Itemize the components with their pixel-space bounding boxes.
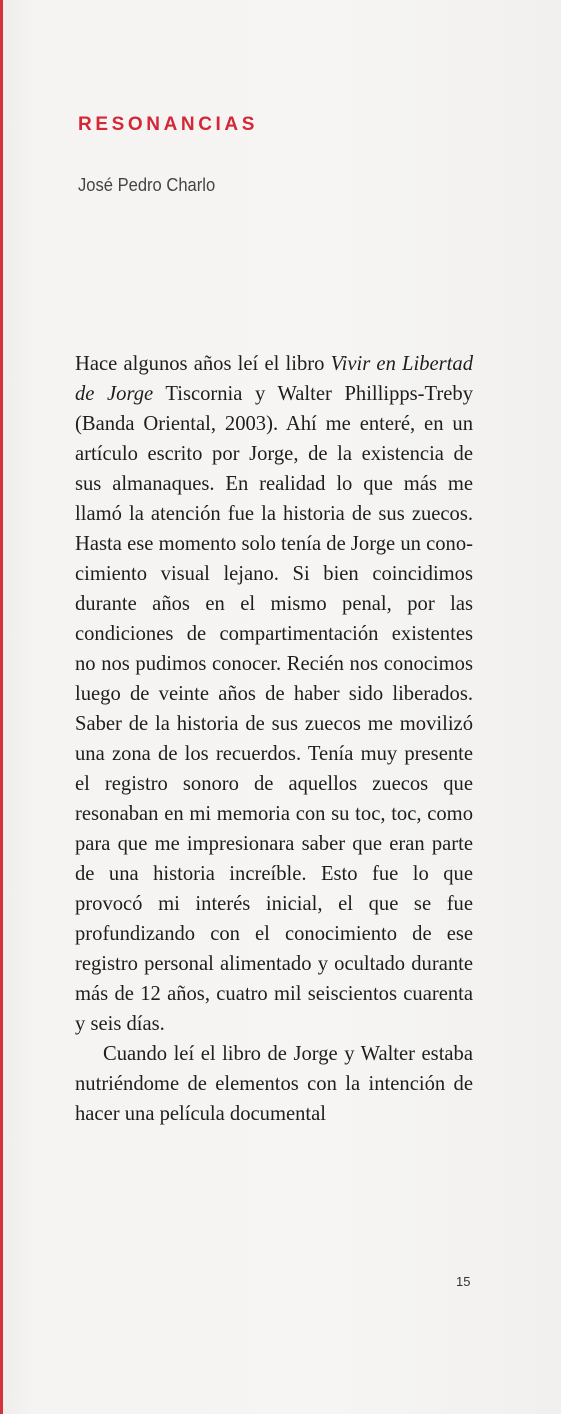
paragraph-1: [75, 349, 473, 1039]
paragraph-2: Cuando leí el libro de Jorge y Walter estaba nutriéndome de elementos con la intención de hacer una película documental: [75, 1043, 473, 1125]
article-body: [75, 349, 473, 1129]
author-name: José Pedro Charlo: [78, 175, 216, 195]
paragraph-1-rest: Tiscornia y Walter Phillipps-Treby (Banda Oriental, 2003). Ahí me enteré, en un artículo escrito por Jorge, de la existencia de sus almanaques. En realidad lo que más me llamó la atención fue la historia de sus zuecos. Hasta ese momento solo tenía de Jorge un conocimiento visual lejano. Si bien coincidimos durante años en el mismo penal, por las condiciones de compartimentación existentes no nos pudimos conocer. Recién nos conocimos luego de veinte años de haber sido liberados. Saber de la historia de sus zuecos me movilizó una zona de los recuerdos. Tenía muy presente el registro sonoro de aquellos zuecos que resonaban en mi memoria con su toc, toc, como para que me impresionara saber que eran parte de una historia increíble. Esto fue lo que provocó mi interés inicial, el que se fue profundizando con el conocimiento de ese registro personal alimentado y ocultado durante más de 12 años, cuatro mil seiscientos cuarenta y seis días.: [75, 383, 473, 1035]
section-label: RESONANCIAS: [78, 114, 259, 135]
paragraph-1-intro: Hace algunos años leí el libro: [75, 353, 331, 375]
page-edge-red-mark: [0, 0, 3, 1414]
page-number: 15: [456, 1274, 471, 1289]
book-title-italic: Vivir en Libertad de Jorge: [75, 353, 474, 405]
